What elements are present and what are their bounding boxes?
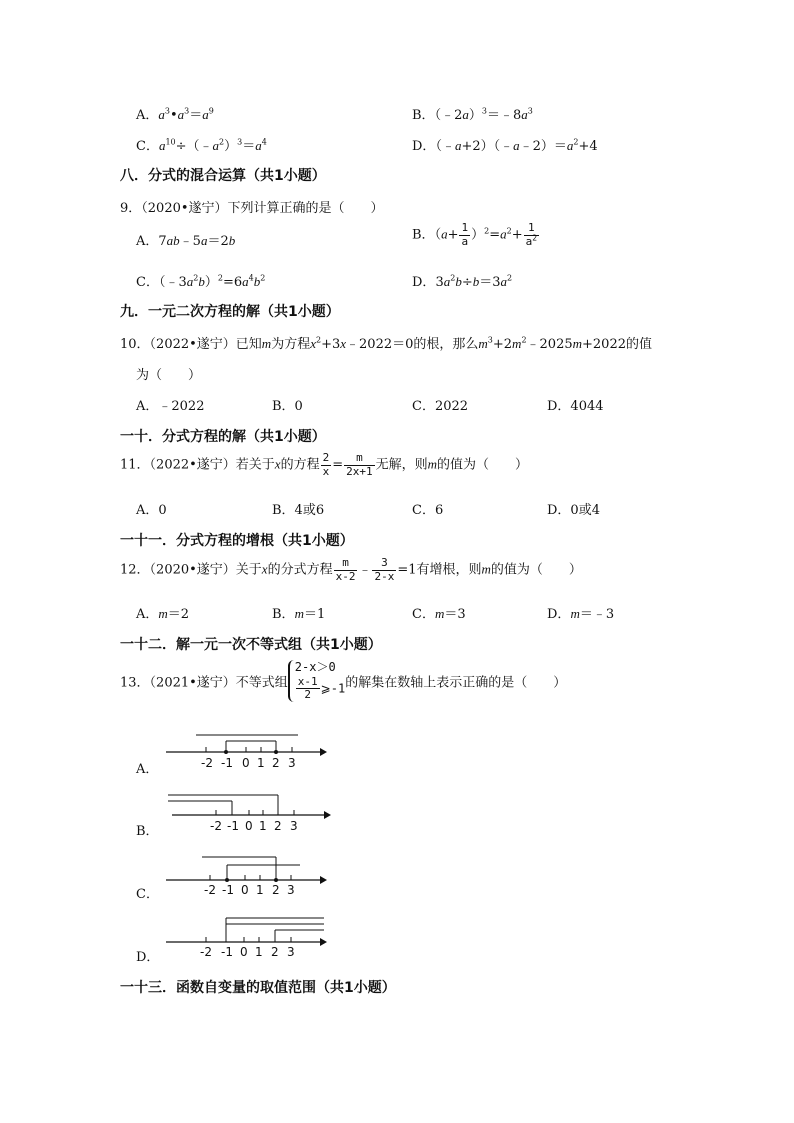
- tick-label: 1: [255, 945, 263, 959]
- q8-option-b: B．$(﹣2a)^3=﹣8a^3$: [412, 106, 533, 123]
- q8-option-d: D．$(﹣a+2)(﹣a﹣2)=a^2+4$: [412, 137, 598, 154]
- tick-label: 1: [259, 819, 267, 833]
- q13-number-line-a: [160, 728, 330, 770]
- tick-label: -1: [221, 945, 233, 959]
- tick-label: 0: [242, 756, 250, 770]
- q13-number-line-c: [160, 852, 332, 896]
- q13-option-b-label: B．: [136, 824, 159, 839]
- tick-label: 3: [287, 883, 295, 896]
- tick-label: 2: [272, 756, 280, 770]
- q12-option-d: D．m＝﹣3: [547, 606, 615, 622]
- q8-option-a: A．$a^3•a^3=a^9$: [136, 106, 214, 123]
- q9-option-c: C．$(﹣3a^2b)^2=6a^4b^2$: [136, 273, 266, 290]
- tick-label: 2: [274, 819, 282, 833]
- q12-option-a: A．m＝2: [136, 606, 190, 622]
- q13-option-d-label: D．: [136, 950, 160, 965]
- section-heading-10: 一十．分式方程的解（共1小题）: [120, 429, 326, 445]
- section-heading-9: 九．一元二次方程的解（共1小题）: [120, 304, 340, 320]
- q13-option-c-label: C．: [136, 887, 159, 902]
- q11-stem: 11．（2022•遂宁）若关于x的方程 $\frac{2}{x}$ = $\frac{m}{2x+1}$ 无解，则m的值为（ ）: [120, 451, 529, 478]
- inequality-system: 2-x＞0 $\frac{x-1}{2}$ ⩾-1: [288, 660, 345, 702]
- tick-label: 3: [288, 756, 296, 770]
- q9-stem: 9．（2020•遂宁）下列计算正确的是（ ）: [120, 201, 384, 216]
- q13-number-line-d: [160, 912, 332, 960]
- tick-label: 2: [271, 945, 279, 959]
- q11-option-b: B．4或6: [272, 503, 325, 518]
- section-heading-13: 一十三．函数自变量的取值范围（共1小题）: [120, 980, 396, 996]
- tick-label: 0: [240, 945, 248, 959]
- q10-option-d: D．4044: [547, 399, 604, 414]
- tick-label: 2: [272, 883, 280, 896]
- tick-label: -1: [221, 756, 233, 770]
- q12-option-b: B．m＝1: [272, 606, 326, 622]
- q9-option-d: D．$3a^2b\div b=3a^2$: [412, 273, 513, 290]
- tick-label: 0: [245, 819, 253, 833]
- tick-label: 1: [257, 756, 265, 770]
- tick-label: -2: [210, 819, 222, 833]
- tick-label: 0: [241, 883, 249, 896]
- tick-label: -2: [200, 945, 212, 959]
- q9-option-a: A．7ab﹣5a＝2b: [136, 233, 236, 249]
- q10-stem-cont: 为（ ）: [136, 368, 202, 383]
- tick-label: -2: [201, 756, 213, 770]
- q12-stem: 12．（2020•遂宁）关于x的分式方程 $\frac{m}{x-2}$ ﹣ $\frac{3}{2-x}$ =1有增根，则m的值为（ ）: [120, 556, 582, 583]
- q10-option-b: B．0: [272, 399, 303, 414]
- q8-option-c: C．$a^{10}\div(﹣a^2)^3=a^4$: [136, 137, 267, 154]
- tick-label: 3: [287, 945, 295, 959]
- q13-option-a-label: A．: [136, 762, 159, 777]
- q11-option-d: D．0或4: [547, 503, 600, 518]
- q11-option-a: A．0: [136, 503, 167, 518]
- q10-stem: 10．（2022•遂宁）已知m为方程$x^2+3x﹣2022=0$的根，那么$m^3+2m^2﹣2025m+2022$的值: [120, 335, 652, 352]
- q13-stem: 13．（2021•遂宁）不等式组 2-x＞0 $\frac{x-1}{2}$ ⩾-1 的解集在数轴上表示正确的是（ ）: [120, 660, 567, 702]
- q10-option-a: A．﹣2022: [136, 399, 205, 414]
- q12-option-c: C．m＝3: [412, 606, 466, 622]
- tick-label: -1: [222, 883, 234, 896]
- section-heading-12: 一十二．解一元一次不等式组（共1小题）: [120, 637, 382, 653]
- q10-option-c: C．2022: [412, 399, 469, 414]
- section-heading-8: 八．分式的混合运算（共1小题）: [120, 168, 326, 184]
- section-heading-11: 一十一．分式方程的增根（共1小题）: [120, 533, 354, 549]
- q11-option-c: C．6: [412, 503, 444, 518]
- tick-label: -2: [204, 883, 216, 896]
- q13-number-line-b: [164, 790, 336, 834]
- tick-label: 3: [290, 819, 298, 833]
- tick-label: 1: [256, 883, 264, 896]
- tick-label: -1: [227, 819, 239, 833]
- q9-option-b: B．（a+ $\frac{1}{a}$ ）$^2=a^2+$ $\frac{1}{a^2}$: [412, 221, 538, 248]
